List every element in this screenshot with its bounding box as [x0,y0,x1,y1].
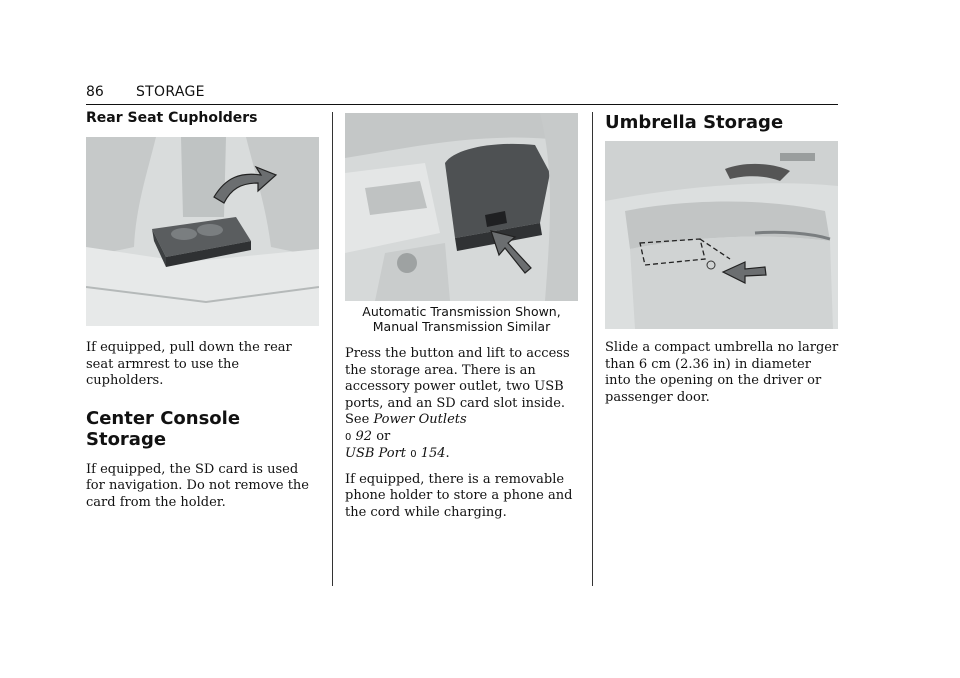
umbrella-storage-text: Slide a compact umbrella no larger than 6 cm (2.36 in) in diameter into the opening on the driver or passenger door. [605,340,839,405]
page-header [86,84,838,105]
xref-arrow-icon: 0 [410,449,417,460]
figure-caption: Automatic Transmission Shown, Manual Transmission Similar [362,304,561,334]
phone-holder-text: If equipped, there is a removable phone holder to store a phone and the cord while charging. [345,471,573,520]
column-2-body [345,346,579,521]
link-power-outlets-page[interactable]: 92 [355,428,373,444]
xref-arrow-icon: 0 [345,431,352,443]
rear-seat-cupholders-text: If equipped, pull down the rear seat armrest to use the cupholders. [86,340,292,388]
center-console-access-text: Press the button and lift to access the storage area. There is an accessory power outlet, two USB ports, and an SD card slot inside. See Power Outlets 0 92 or USB Port 0 154. [345,346,570,461]
column-3-body [605,340,839,406]
link-usb-port-page[interactable]: 154 [420,446,446,461]
link-power-outlets[interactable]: Power Outlets [373,412,467,427]
heading-umbrella-storage: Umbrella Storage [605,112,784,133]
column-1-body [86,340,320,511]
column-3 [605,112,839,133]
center-console-illustration [345,113,578,301]
rear-seat-cupholders-illustration [86,137,319,326]
center-console-sd-text: If equipped, the SD card is used for navigation. Do not remove the card from the holder. [86,461,309,510]
link-usb-port[interactable]: USB Port [345,446,407,461]
column-divider-1 [332,112,333,586]
heading-rear-seat-cupholders: Rear Seat Cupholders [86,110,258,126]
page-number: 86 [86,84,104,100]
heading-center-console-storage: Center Console Storage [86,407,241,450]
column-divider-2 [592,112,593,586]
umbrella-storage-illustration [605,141,838,329]
column-1 [86,110,320,126]
section-title: STORAGE [136,84,205,100]
